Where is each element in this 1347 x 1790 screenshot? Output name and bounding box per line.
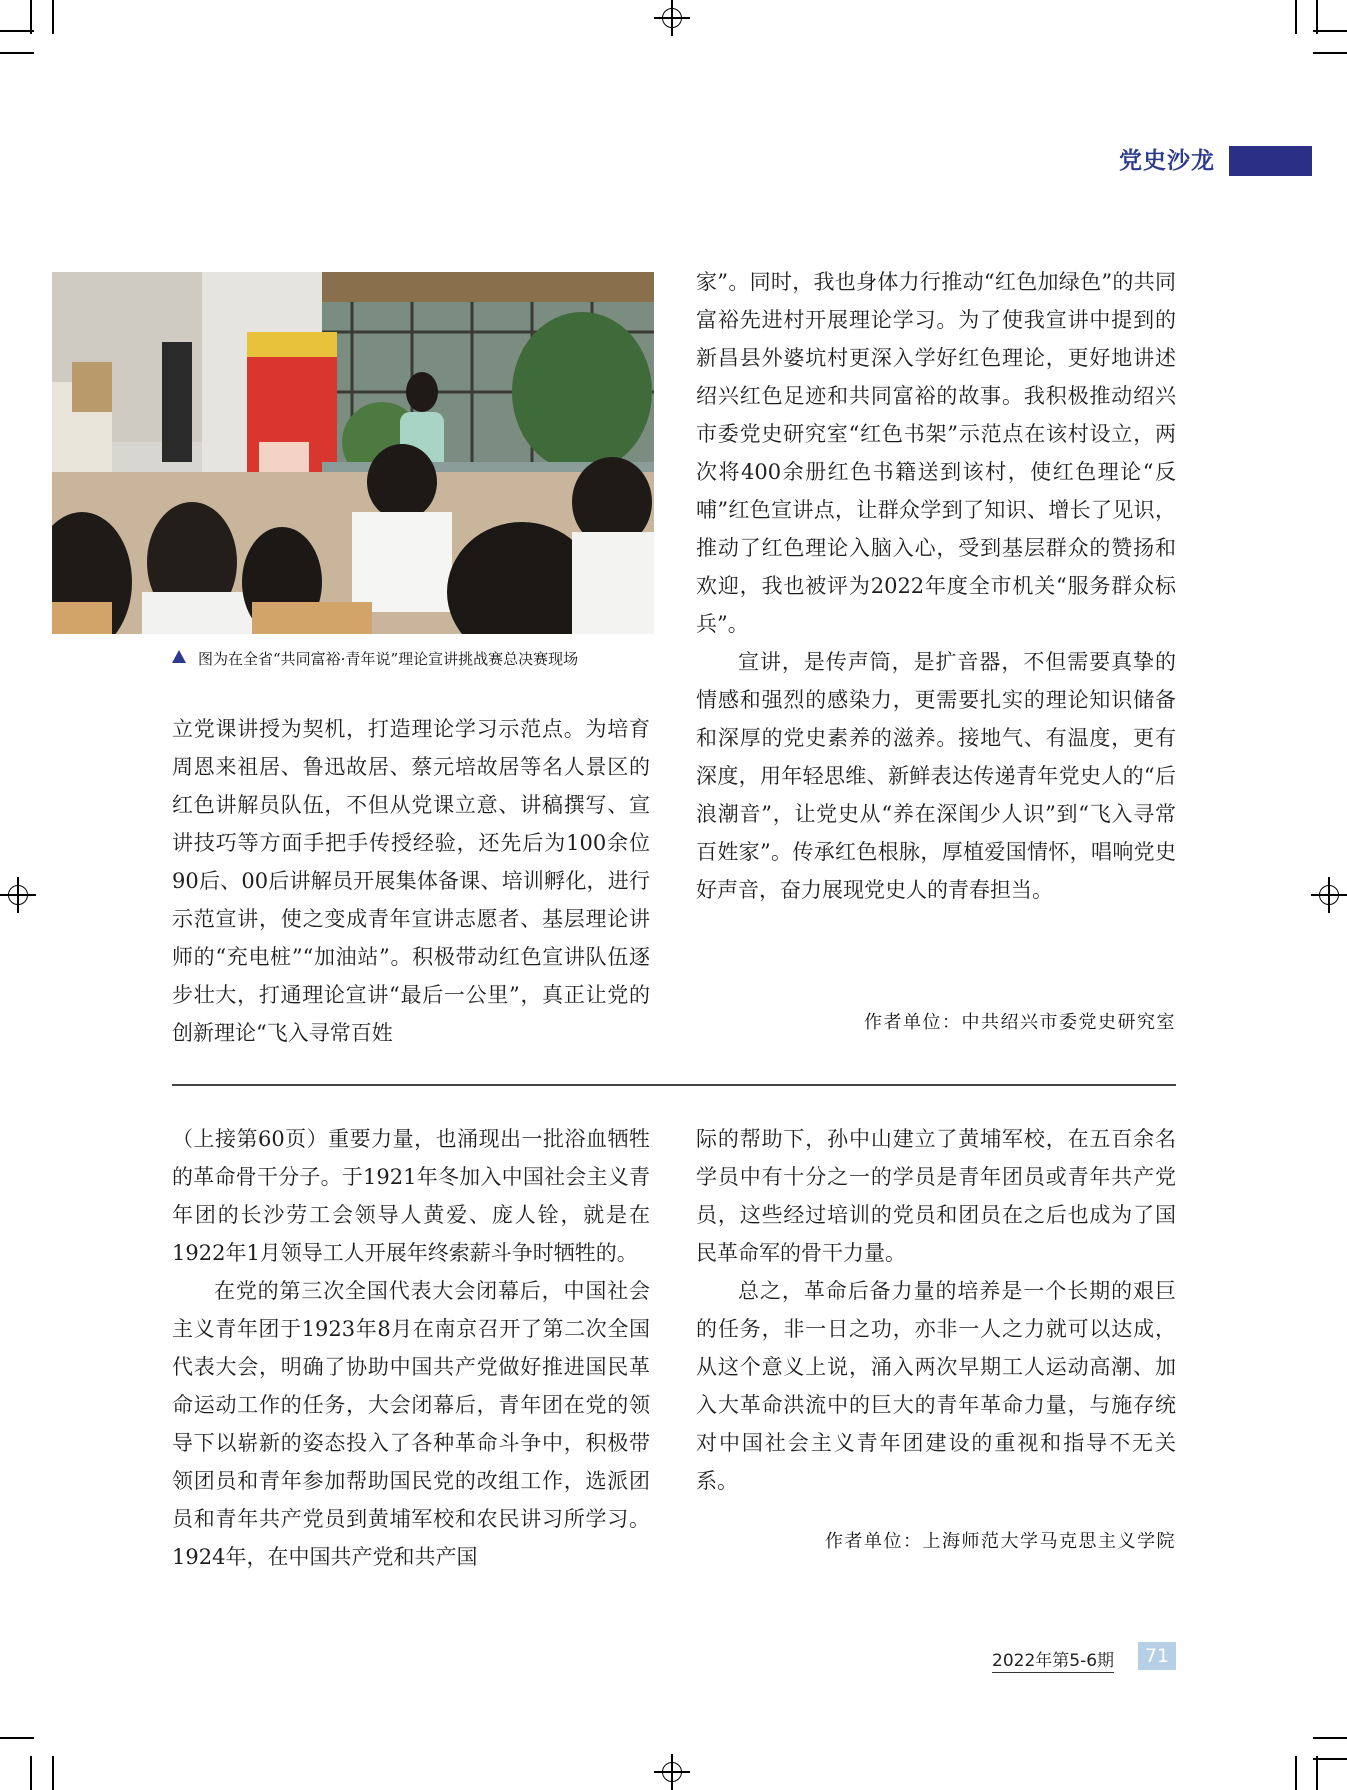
bottom-right-column <box>696 1120 1176 1500</box>
registration-mark-top <box>654 0 690 36</box>
author-affiliation: 作者单位：中共绍兴市委党史研究室 <box>864 1012 1176 1033</box>
event-photo <box>52 272 654 634</box>
photo-caption: 图为在全省“共同富裕·青年说”理论宣讲挑战赛总决赛现场 <box>198 650 579 668</box>
paragraph: 立党课讲授为契机，打造理论学习示范点。为培育周恩来祖居、鲁迅故居、蔡元培故居等名人景区的红色讲解员队伍，不但从党课立意、讲稿撰写、宣讲技巧等方面手把手传授经验，还先后为100余位90后、00后讲解员开展集体备课、培训孵化，进行示范宣讲，使之变成青年宣讲志愿者、基层理论讲师的“充电桩”“加油站”。积极带动红色宣讲队伍逐步壮大，打通理论宣讲“最后一公里”，真正让党的创新理论“飞入寻常百姓 <box>172 717 650 1045</box>
page-number: 71 <box>1138 1642 1176 1670</box>
paragraph: 际的帮助下，孙中山建立了黄埔军校，在五百余名学员中有十分之一的学员是青年团员或青年共产党员，这些经过培训的党员和团员在之后也成为了国民革命军的骨干力量。 <box>696 1127 1176 1265</box>
paragraph: 总之，革命后备力量的培养是一个长期的艰巨的任务，非一日之功，亦非一人之力就可以达成，从这个意义上说，涌入两次早期工人运动高潮、加入大革命洪流中的巨大的青年革命力量，与施存统对中国社会主义青年团建设的重视和指导不无关系。 <box>696 1279 1176 1493</box>
paragraph: 宣讲，是传声筒，是扩音器，不但需要真挚的情感和强烈的感染力，更需要扎实的理论知识储备和深厚的党史素养的滋养。接地气、有温度，更有深度，用年轻思维、新鲜表达传递青年党史人的“后浪潮音”，让党史从“养在深闺少人识”到“飞入寻常百姓家”。传承红色根脉，厚植爱国情怀，唱响党史好声音，奋力展现党史人的青春担当。 <box>696 650 1176 902</box>
section-bar <box>1229 146 1312 176</box>
section-title: 党史沙龙 <box>1119 148 1215 174</box>
top-right-column <box>696 263 1176 909</box>
section-divider <box>172 1084 1176 1086</box>
issue-label: 2022年第5-6期 <box>992 1646 1114 1673</box>
top-left-column <box>172 710 650 1052</box>
caption-triangle-icon <box>172 650 186 663</box>
paragraph: 在党的第三次全国代表大会闭幕后，中国社会主义青年团于1923年8月在南京召开了第二次全国代表大会，明确了协助中国共产党做好推进国民革命运动工作的任务，大会闭幕后，青年团在党的领导下以崭新的姿态投入了各种革命斗争中，积极带领团员和青年参加帮助国民党的改组工作，选派团员和青年共产党员到黄埔军校和农民讲习所学习。1924年，在中国共产党和共产国 <box>172 1279 650 1569</box>
registration-mark-left <box>0 877 36 913</box>
paragraph: （上接第60页）重要力量，也涌现出一批浴血牺牲的革命骨干分子。于1921年冬加入中国社会主义青年团的长沙劳工会领导人黄爱、庞人铨，就是在1922年1月领导工人开展年终索薪斗争时牺牲的。 <box>172 1127 650 1265</box>
bottom-left-column <box>172 1120 650 1576</box>
paragraph: 家”。同时，我也身体力行推动“红色加绿色”的共同富裕先进村开展理论学习。为了使我宣讲中提到的新昌县外婆坑村更深入学好红色理论，更好地讲述绍兴红色足迹和共同富裕的故事。我积极推动绍兴市委党史研究室“红色书架”示范点在该村设立，两次将400余册红色书籍送到该村，使红色理论“反哺”红色宣讲点，让群众学到了知识、增长了见识，推动了红色理论入脑入心，受到基层群众的赞扬和欢迎，我也被评为2022年度全市机关“服务群众标兵”。 <box>696 270 1176 636</box>
registration-mark-bottom <box>654 1754 690 1790</box>
registration-mark-right <box>1311 877 1347 913</box>
author-affiliation: 作者单位：上海师范大学马克思主义学院 <box>825 1531 1176 1552</box>
